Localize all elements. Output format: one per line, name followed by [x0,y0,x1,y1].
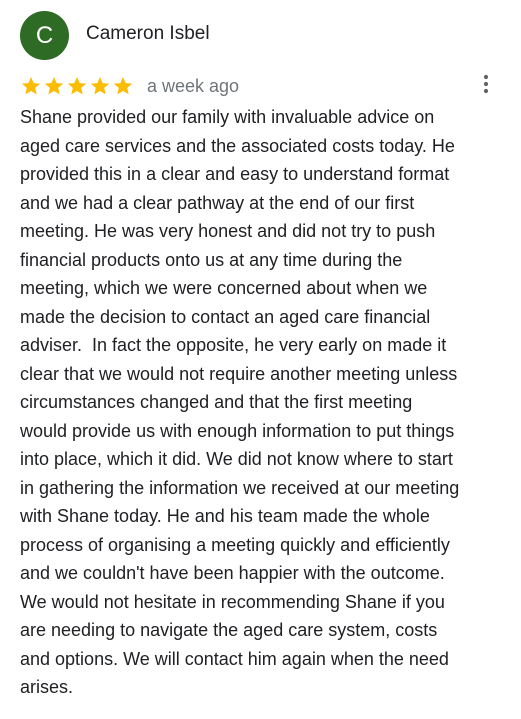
more-vert-icon [483,74,489,94]
review-text-line: We would not hesitate in recommending Shane if you [20,591,445,612]
review-text-line: Shane provided our family with invaluable advice on [20,107,435,127]
review-text-line: financial products onto us at any time during the [20,249,403,270]
author-name[interactable]: Cameron Isbel [86,23,210,44]
review-text-line: process of organising a meeting quickly and efficiently [20,534,450,555]
review-text-line: are needing to navigate the aged care system, costs [20,620,438,640]
review-text-line: made the decision to contact an aged care financial [20,306,431,327]
star-icon [66,75,89,97]
star-icon [112,75,135,97]
review-text-line: with Shane today. He and his team made the whole [20,506,430,526]
review-text-line: and we couldn't have been happier with the outcome. [20,563,445,583]
star-icon [20,75,43,97]
review-text-line: and we had a clear pathway at the end of our first [20,192,415,213]
review-text-line: would provide us with enough information to put things [20,420,455,441]
star-icon [89,75,112,97]
review-text-line: circumstances changed and that the first meeting [20,392,413,412]
review-text-line: adviser. In fact the opposite, he very early on made it [20,335,447,355]
more-options-button[interactable] [474,72,498,96]
review-text-line: in gathering the information we received at our meeting [20,477,460,498]
review-date: a week ago [147,75,240,96]
review-text [20,103,510,702]
review-text-line: arises. [20,677,74,697]
rating-row [20,73,239,99]
review-text-line: provided this in a clear and easy to understand format [20,164,450,184]
review-text-line: meeting. He was very honest and did not try to push [20,221,436,241]
star-rating [20,75,135,97]
star-icon [43,75,66,97]
review-text-line: into place, which it did. We did not know where to start [20,449,453,469]
review-text-line: meeting, which we were concerned about when we [20,278,428,298]
avatar[interactable] [20,11,69,60]
review-text-line: clear that we would not require another meeting unless [20,363,458,384]
review-text-line: aged care services and the associated costs today. He [20,135,455,156]
review-text-line: and options. We will contact him again when the need [20,648,449,669]
avatar-initial: C [35,21,54,49]
